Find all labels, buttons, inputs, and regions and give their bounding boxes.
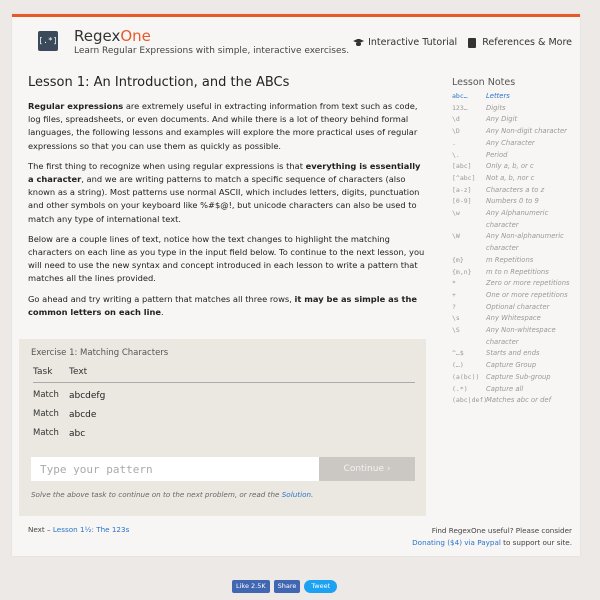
- table-row: [33, 406, 413, 424]
- lesson-title: Lesson 1: An Introduction, and the ABCs: [28, 75, 290, 90]
- note-symbol: .: [452, 138, 456, 147]
- task-label: Match: [33, 409, 59, 419]
- note-symbol: \w: [452, 209, 460, 218]
- top-nav: [353, 37, 572, 48]
- note-item: [452, 231, 576, 254]
- nav-label: Interactive Tutorial: [368, 37, 458, 48]
- note-item: [452, 138, 576, 150]
- next-prefix: Next –: [28, 525, 53, 534]
- note-item: [452, 150, 576, 162]
- note-symbol: (.*): [452, 384, 468, 393]
- note-symbol: [0-9]: [452, 197, 472, 206]
- note-symbol: 123…: [452, 103, 468, 112]
- lesson-paragraph: [28, 160, 428, 226]
- note-description: Any Digit: [486, 115, 518, 124]
- note-item: [452, 103, 576, 115]
- note-symbol: \d: [452, 115, 460, 124]
- note-symbol: (abc|def): [452, 396, 488, 405]
- note-item: [452, 114, 576, 126]
- facebook-share-button[interactable]: Share: [274, 580, 301, 593]
- note-symbol: ^…$: [452, 349, 464, 358]
- lesson-notes: [452, 75, 576, 407]
- note-item: [452, 360, 576, 372]
- note-item: [452, 313, 576, 325]
- note-item: [452, 395, 576, 407]
- note-description: Any Non-digit character: [486, 127, 567, 136]
- site-header: [24, 25, 572, 65]
- bold-text: everything is essentially a character: [28, 160, 421, 185]
- note-description: Numbers 0 to 9: [486, 197, 539, 206]
- note-description: m Repetitions: [486, 255, 534, 264]
- note-symbol: \S: [452, 326, 460, 335]
- paragraph-text: are extremely useful in extracting information from text such as code, log files, spreadsheets, or even documents. And while there is a lot of theory behind formal languages, the following lessons and examples will explore the more practical uses of regular expressions so that you can use them as quickly as possible.: [28, 101, 418, 151]
- note-symbol: (…): [452, 361, 464, 370]
- note-item: [452, 384, 576, 396]
- note-description: Zero or more repetitions: [486, 279, 570, 288]
- brand-main: Regex: [74, 27, 121, 45]
- note-description: Capture all: [486, 384, 524, 393]
- next-lesson-link[interactable]: Lesson 1½: The 123s: [52, 525, 130, 534]
- bold-text: it may be as simple as the common letters on each line: [28, 293, 418, 317]
- notes-title: Lesson Notes: [452, 77, 516, 88]
- donate-link[interactable]: Donating ($4) via Paypal: [412, 537, 501, 547]
- task-text: abc: [69, 429, 86, 439]
- note-item: [452, 302, 576, 314]
- continue-button[interactable]: Continue ›: [319, 457, 415, 481]
- lesson-paragraph: [28, 100, 428, 153]
- main-card: [12, 14, 580, 556]
- note-description: Any Alphanumeric character: [486, 209, 549, 229]
- paragraph-text: .: [161, 306, 164, 317]
- note-symbol: \s: [452, 314, 460, 323]
- paragraph-text: Go ahead and try writing a pattern that matches all three rows,: [28, 293, 295, 304]
- note-item: [452, 278, 576, 290]
- note-description: Characters a to z: [486, 185, 545, 194]
- nav-interactive-tutorial[interactable]: [353, 37, 457, 48]
- note-description: Starts and ends: [486, 349, 540, 358]
- note-symbol: \D: [452, 127, 460, 136]
- exercise-table-header: [33, 367, 415, 383]
- task-text: abcdefg: [69, 391, 106, 401]
- note-symbol: \W: [452, 232, 460, 241]
- note-item: [452, 173, 576, 185]
- notes-list: [452, 91, 576, 407]
- note-description: Letters: [486, 92, 510, 100]
- task-text: abcde: [69, 410, 97, 420]
- regexone-logo[interactable]: [.*]: [38, 31, 58, 51]
- hint-text: .: [311, 490, 314, 499]
- note-item: [452, 196, 576, 208]
- exercise-title: Exercise 1: Matching Characters: [31, 348, 169, 358]
- note-symbol: \.: [452, 150, 460, 159]
- paragraph-text: The first thing to recognize when using regular expressions is that: [28, 160, 306, 171]
- brand-accent: One: [120, 27, 151, 45]
- note-item: [452, 185, 576, 197]
- note-item: [452, 348, 576, 360]
- note-item: [452, 161, 576, 173]
- column-text: Text: [69, 367, 88, 377]
- note-item: [452, 325, 576, 348]
- column-task: Task: [33, 367, 53, 377]
- table-row: [33, 425, 413, 443]
- note-symbol: [abc]: [452, 162, 472, 171]
- next-lesson: [28, 525, 129, 534]
- note-item: [452, 267, 576, 279]
- social-buttons: [232, 580, 337, 593]
- support-text: Find RegexOne useful? Please consider: [431, 526, 572, 535]
- note-item: [452, 91, 576, 103]
- note-item: [452, 372, 576, 384]
- note-description: Not a, b, nor c: [486, 173, 535, 182]
- note-description: Any Non-alphanumeric character: [486, 232, 564, 253]
- note-symbol: abc…: [452, 92, 468, 100]
- nav-references[interactable]: [467, 37, 572, 48]
- note-description: m to n Repetitions: [486, 267, 549, 276]
- note-symbol: +: [452, 290, 456, 299]
- hint-text: Solve the above task to continue on to the next problem, or read the: [31, 490, 282, 499]
- note-item: [452, 290, 576, 302]
- note-description: Any Whitespace: [486, 314, 541, 323]
- task-label: Match: [33, 390, 59, 400]
- note-description: Only a, b, or c: [486, 162, 534, 171]
- solution-link[interactable]: Solution: [281, 490, 312, 499]
- note-description: Capture Sub-group: [486, 372, 551, 381]
- note-description: Any Non-whitespace character: [486, 326, 556, 346]
- note-symbol: *: [452, 279, 456, 288]
- exercise-hint: [31, 490, 313, 499]
- pattern-input[interactable]: [31, 457, 319, 481]
- note-description: Any Character: [486, 138, 535, 147]
- nav-label: References & More: [482, 37, 572, 48]
- note-item: [452, 126, 576, 138]
- tagline: Learn Regular Expressions with simple, interactive exercises.: [74, 46, 350, 56]
- tweet-button[interactable]: Tweet: [304, 580, 337, 593]
- note-description: Optional character: [486, 302, 550, 311]
- lesson-paragraph: [28, 293, 428, 319]
- facebook-like-button[interactable]: Like 2.5K: [232, 580, 270, 593]
- note-description: Capture Group: [486, 361, 537, 370]
- brand-name[interactable]: [74, 27, 151, 45]
- note-description: Matches abc or def: [486, 396, 552, 405]
- paragraph-text: , and we are writing patterns to match a specific sequence of characters (also known as a string). Most patterns use normal ASCII, which includes letters, digits, punctuation and other symbols on your keyboard like %#$@!, but unicode characters can also be used to match any type of international text.: [28, 174, 420, 224]
- lesson-paragraph: Below are a couple lines of text, notice how the text changes to highlight the matching characters on each line as you type in the input field below. To continue to the next lesson, you will need to use the new syntax and concept introduced in each lesson to write a pattern that matches all the lines provided.: [28, 233, 425, 284]
- note-symbol: (a(bc)): [452, 372, 480, 381]
- note-symbol: {m}: [452, 255, 464, 264]
- table-row: [33, 387, 413, 405]
- note-description: One or more repetitions: [486, 290, 568, 299]
- note-symbol: [^abc]: [452, 173, 476, 182]
- note-item: [452, 255, 576, 267]
- lesson-content: [28, 75, 428, 326]
- note-symbol: ?: [452, 302, 456, 311]
- support-note: [372, 525, 572, 548]
- task-label: Match: [33, 428, 59, 438]
- note-description: Period: [486, 150, 508, 159]
- book-icon: [467, 38, 478, 48]
- note-description: Digits: [486, 103, 506, 112]
- support-text: to support our site.: [500, 537, 572, 547]
- note-symbol: [a-z]: [452, 185, 472, 194]
- exercise-panel: [19, 339, 426, 516]
- note-item: [452, 208, 576, 231]
- note-symbol: {m,n}: [452, 267, 472, 276]
- graduation-cap-icon: [353, 38, 364, 48]
- bold-text: Regular expressions: [28, 101, 124, 111]
